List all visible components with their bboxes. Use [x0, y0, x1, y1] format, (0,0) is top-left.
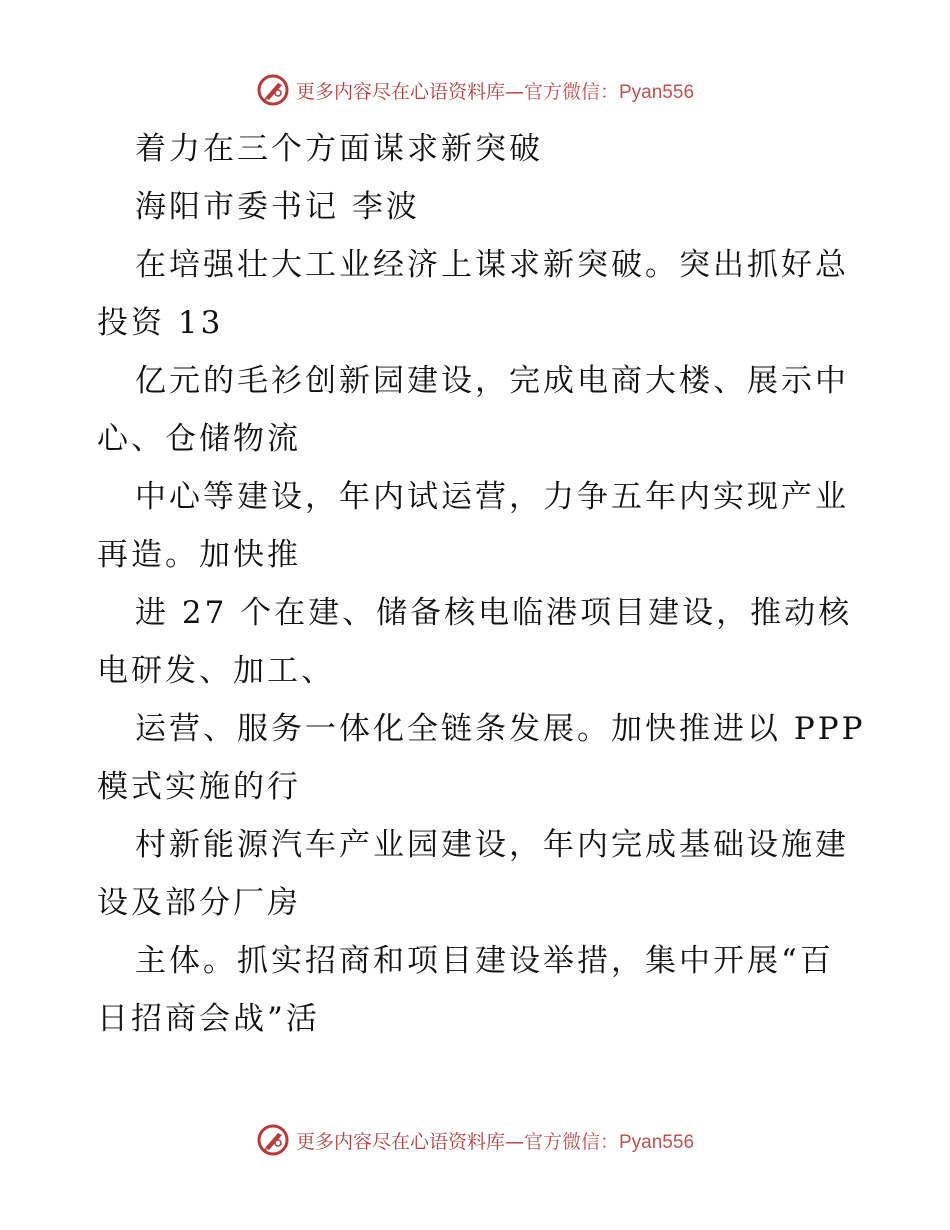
paragraph-line: 进 27 个在建、储备核电临港项目建设，推动核: [135, 595, 853, 631]
banner-separator: —: [504, 80, 524, 103]
paragraph-line: 日招商会战”活: [97, 1001, 320, 1037]
paragraph-line: 主体。抓实招商和项目建设举措，集中开展“百: [135, 943, 834, 979]
paragraph-line: 中心等建设，年内试运营，力争五年内实现产业: [135, 479, 849, 515]
banner-group: [256, 1123, 694, 1157]
paragraph-line: 电研发、加工、: [97, 653, 335, 689]
paragraph-line: 运营、服务一体化全链条发展。加快推进以 PPP: [135, 711, 866, 747]
quill-pen-icon: [256, 1123, 290, 1157]
paragraph-line: 在培强壮大工业经济上谋求新突破。突出抓好总: [135, 247, 849, 283]
banner-title: 更多内容尽在心语资料库: [295, 80, 505, 103]
document-author: 海阳市委书记 李波: [135, 189, 420, 225]
banner-wechat-label: 官方微信：: [523, 80, 619, 103]
paragraph-line: 模式实施的行: [97, 769, 301, 805]
banner-separator: —: [504, 1130, 524, 1153]
document-body: [97, 120, 866, 1048]
paragraph-line: 村新能源汽车产业园建设，年内完成基础设施建: [135, 827, 849, 863]
banner-text: [296, 1127, 694, 1154]
paragraph-line: 亿元的毛衫创新园建设，完成电商大楼、展示中: [135, 363, 849, 399]
banner-group: [256, 73, 694, 107]
header-banner: [0, 70, 950, 110]
banner-text: [296, 77, 694, 104]
document-title: 着力在三个方面谋求新突破: [135, 131, 543, 167]
paragraph-line: 心、仓储物流: [97, 421, 301, 457]
paragraph-line: 再造。加快推: [97, 537, 301, 573]
banner-wechat-id: Pyan556: [619, 81, 695, 103]
paragraph-line: 设及部分厂房: [97, 885, 301, 921]
quill-pen-icon: [256, 73, 290, 107]
footer-banner: [0, 1120, 950, 1160]
banner-wechat-label: 官方微信：: [523, 1130, 619, 1153]
banner-wechat-id: Pyan556: [619, 1131, 695, 1153]
banner-title: 更多内容尽在心语资料库: [295, 1130, 505, 1153]
paragraph-line: 投资 13: [97, 305, 224, 341]
